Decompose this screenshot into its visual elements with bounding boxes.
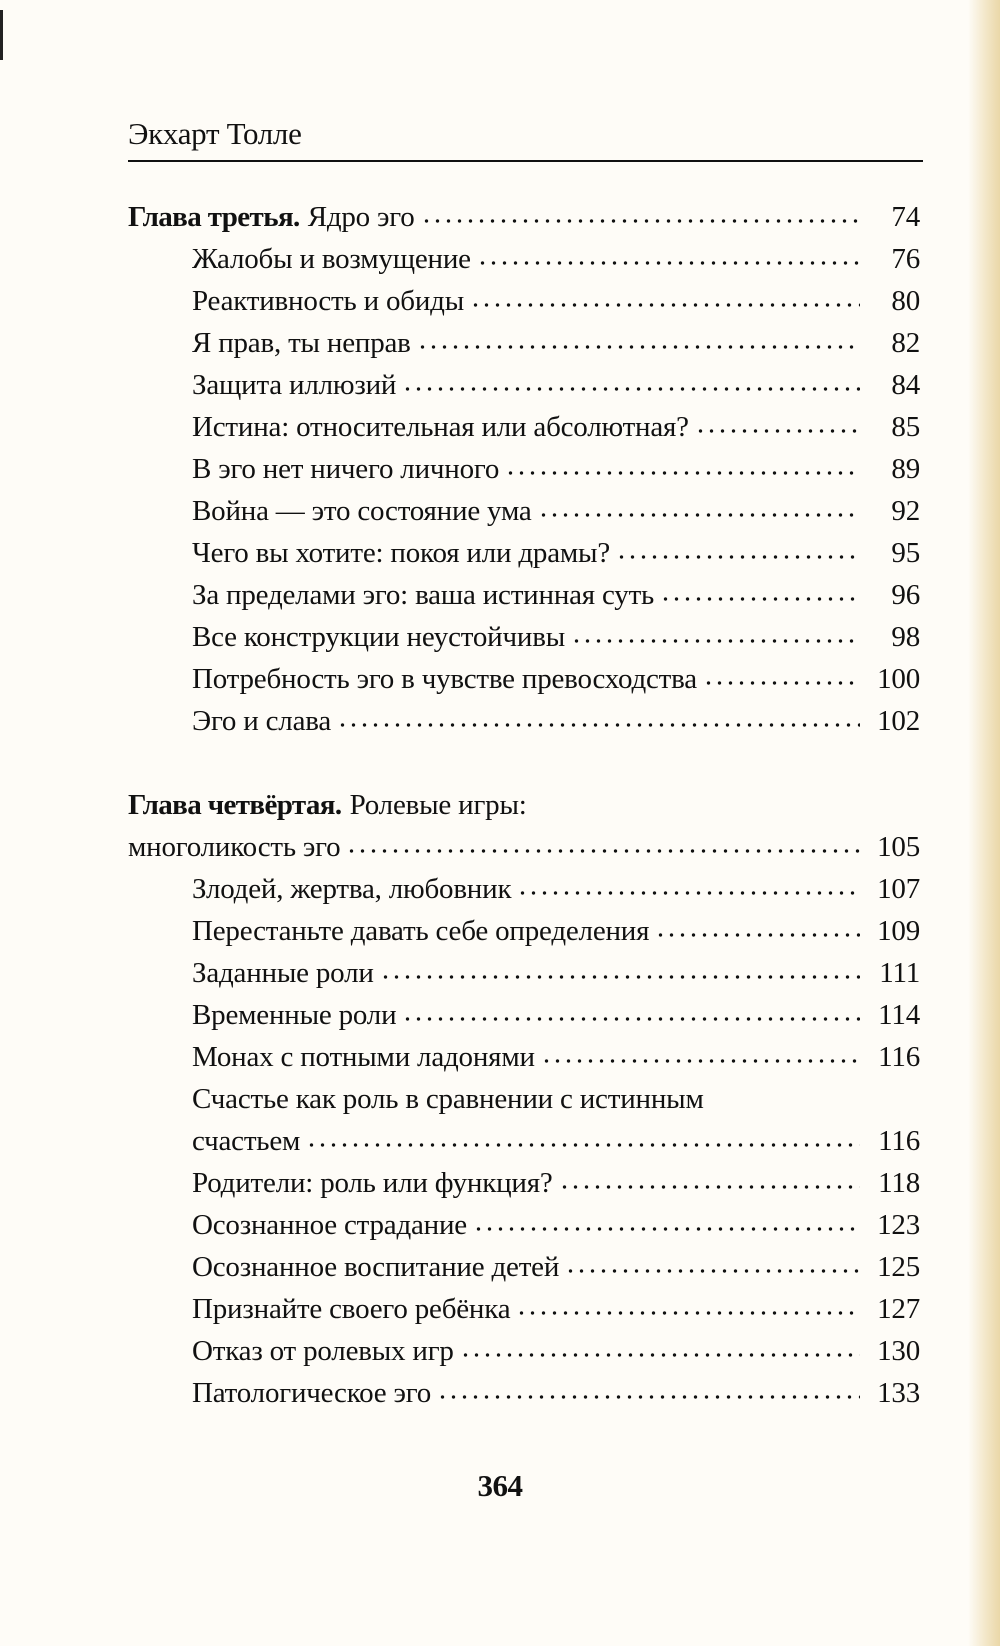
toc-item: [128, 572, 920, 614]
toc-page-number: 95: [891, 537, 920, 569]
toc-page-number: 74: [891, 201, 920, 233]
toc-item-title: За пределами эго: ваша истинная суть: [192, 579, 655, 611]
toc-item-title: Жалобы и возмущение: [192, 243, 471, 275]
toc-item-title: Признайте своего ребёнка: [192, 1293, 511, 1325]
toc-page-number: 76: [891, 243, 920, 275]
toc-page-number: 102: [877, 705, 920, 737]
toc-item-title: Родители: роль или функция?: [192, 1167, 553, 1199]
toc-leader-dots: [417, 343, 860, 351]
toc-leader-dots: [616, 553, 860, 561]
toc-item-title: Монах с потными ладонями: [192, 1041, 535, 1073]
toc-item: [128, 614, 920, 656]
toc-item: [128, 1160, 920, 1202]
toc-page-number: 98: [891, 621, 920, 653]
toc-page-number: 123: [877, 1209, 920, 1241]
running-header: [128, 112, 923, 162]
toc-page-number: 96: [891, 579, 920, 611]
toc-page-number: 92: [891, 495, 920, 527]
toc-leader-dots: [660, 595, 860, 603]
chapter-label: Глава третья.: [128, 201, 300, 233]
toc-page-number: 130: [877, 1335, 920, 1367]
chapter-label: Глава четвёртая.: [128, 789, 342, 821]
toc-item-title: Потребность эго в чувстве превосходства: [192, 663, 697, 695]
toc-item-title: Я прав, ты неправ: [192, 327, 411, 359]
toc-item-title: Все конструкции неустойчивы: [192, 621, 565, 653]
toc-item: [128, 1244, 920, 1286]
toc-item: [128, 656, 920, 698]
toc-leader-dots: [421, 217, 860, 225]
chapter-title: Ролевые игры:: [349, 789, 527, 821]
toc-chapter-heading: [128, 782, 920, 824]
toc-item: [128, 404, 920, 446]
toc-page-number: 118: [878, 1167, 920, 1199]
toc-item: [128, 488, 920, 530]
toc-item: [128, 362, 920, 404]
toc-item: [128, 908, 920, 950]
toc-leader-dots: [380, 973, 860, 981]
toc-item-title: Осознанное страдание: [192, 1209, 467, 1241]
toc-page-number: 100: [877, 663, 920, 695]
toc-item-title: Временные роли: [192, 999, 397, 1031]
toc-item: [128, 1076, 920, 1118]
toc-item: [128, 1370, 920, 1412]
toc-leader-dots: [346, 847, 860, 855]
toc-leader-dots: [517, 889, 860, 897]
toc-leader-dots: [477, 259, 860, 267]
toc-leader-dots: [470, 301, 860, 309]
header-author: Экхарт Толле: [128, 116, 302, 151]
toc-item-title: Злодей, жертва, любовник: [192, 873, 512, 905]
toc-page-number: 127: [877, 1293, 920, 1325]
toc-leader-dots: [402, 1015, 860, 1023]
toc-item-title: Защита иллюзий: [192, 369, 397, 401]
toc-leader-dots: [460, 1351, 860, 1359]
chapter-title-continued: многоликость эго: [128, 831, 341, 863]
toc-chapter-heading-continued: [128, 824, 920, 866]
toc-leader-dots: [541, 1057, 860, 1065]
toc-leader-dots: [703, 679, 860, 687]
toc-leader-dots: [473, 1225, 860, 1233]
toc-leader-dots: [559, 1183, 860, 1191]
toc-item: [128, 236, 920, 278]
toc-page-number: 84: [891, 369, 920, 401]
toc-page-number: 89: [891, 453, 920, 485]
toc-page-number: 107: [877, 873, 920, 905]
toc-item: [128, 992, 920, 1034]
toc-leader-dots: [437, 1393, 860, 1401]
toc-item: [128, 320, 920, 362]
toc-leader-dots: [571, 637, 860, 645]
toc-item-title: Отказ от ролевых игр: [192, 1335, 454, 1367]
toc-page-number: 80: [891, 285, 920, 317]
toc-item: [128, 698, 920, 740]
toc-item: [128, 1202, 920, 1244]
toc-item: [128, 278, 920, 320]
scan-margin-mark: [0, 10, 3, 60]
toc-item-title: Реактивность и обиды: [192, 285, 464, 317]
toc-leader-dots: [538, 511, 860, 519]
toc-item: [128, 866, 920, 908]
toc-page-number: 133: [877, 1377, 920, 1409]
folio-page-number: 364: [477, 1468, 523, 1503]
toc-page-number: 116: [878, 1041, 920, 1073]
toc-leader-dots: [655, 931, 860, 939]
toc-page-number: 105: [877, 831, 920, 863]
toc-item-title: Счастье как роль в сравнении с истинным: [192, 1083, 704, 1115]
toc-item: [128, 530, 920, 572]
toc-chapter-text: [128, 786, 527, 824]
toc-chapter-text: [128, 198, 415, 236]
toc-item: [128, 446, 920, 488]
toc-item-title: Заданные роли: [192, 957, 374, 989]
toc-leader-dots: [306, 1141, 860, 1149]
page-edge-shadow: [968, 0, 1000, 1646]
toc-item: [128, 950, 920, 992]
toc-item-title-continued: счастьем: [192, 1125, 301, 1157]
toc-leader-dots: [565, 1267, 860, 1275]
toc-page-number: 85: [891, 411, 920, 443]
toc-item-title: Перестаньте давать себе определения: [192, 915, 650, 947]
toc-page-number: 116: [878, 1125, 920, 1157]
toc-item-title: Осознанное воспитание детей: [192, 1251, 560, 1283]
toc-item-title: Эго и слава: [192, 705, 332, 737]
toc-leader-dots: [402, 385, 860, 393]
toc-item-title: Истина: относительная или абсолютная?: [192, 411, 689, 443]
toc-item: [128, 1286, 920, 1328]
toc-page-number: 111: [879, 957, 920, 989]
toc-item: [128, 1328, 920, 1370]
chapter-title: Ядро эго: [307, 201, 415, 233]
toc-item-title: Война — это состояние ума: [192, 495, 532, 527]
toc-leader-dots: [695, 427, 860, 435]
toc-chapter-4: [128, 782, 920, 1412]
toc-page-number: 114: [878, 999, 920, 1031]
toc-leader-dots: [516, 1309, 860, 1317]
toc-leader-dots: [505, 469, 860, 477]
toc-item: [128, 1034, 920, 1076]
toc-item-title: Патологическое эго: [192, 1377, 432, 1409]
toc-item-title: Чего вы хотите: покоя или драмы?: [192, 537, 610, 569]
toc-page-number: 125: [877, 1251, 920, 1283]
toc-chapter-heading: [128, 194, 920, 236]
toc-item-title: В эго нет ничего личного: [192, 453, 500, 485]
toc-page-number: 109: [877, 915, 920, 947]
toc-leader-dots: [337, 721, 860, 729]
toc-item-continued: [128, 1118, 920, 1160]
toc-chapter-3: [128, 194, 920, 740]
toc-page-number: 82: [891, 327, 920, 359]
